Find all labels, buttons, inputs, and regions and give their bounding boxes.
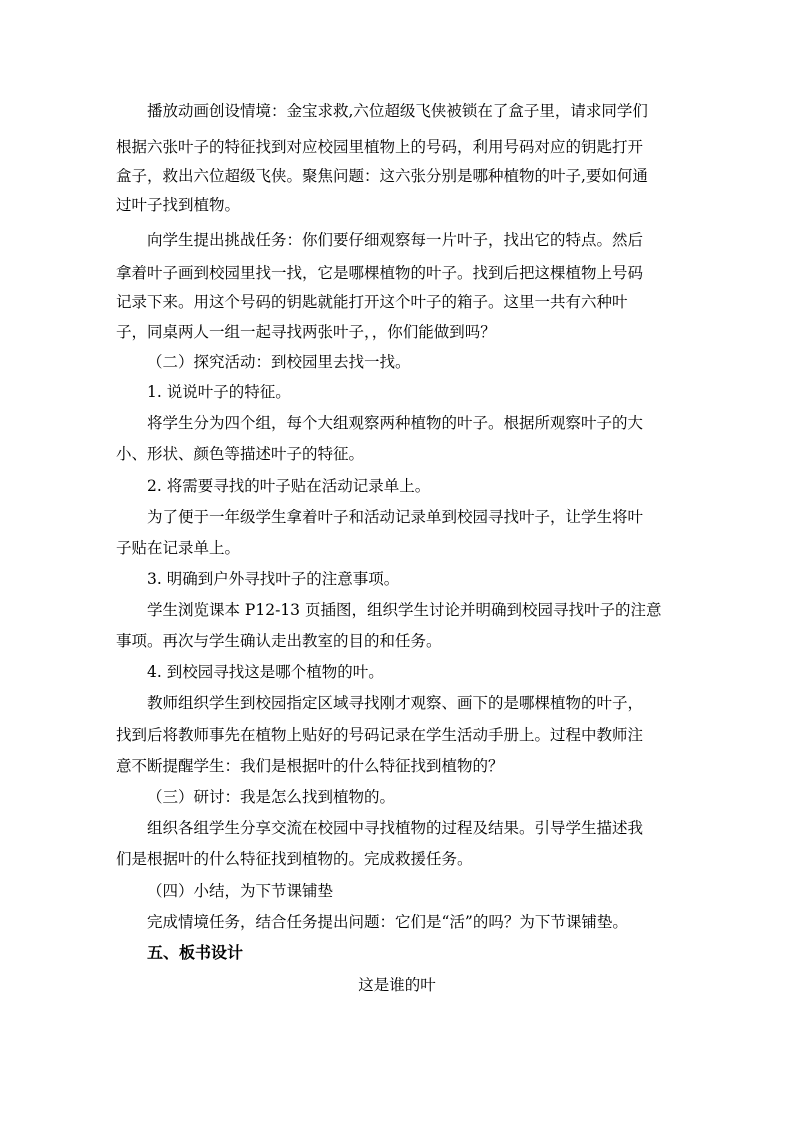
p1-line-4: 过叶子找到植物。 — [116, 196, 241, 214]
item4-line-3: 意不断提醒学生：我们是根据叶的什么特征找到植物的？ — [116, 757, 504, 775]
item4-line-1: 教师组织学生到校园指定区域寻找刚才观察、画下的是哪棵植物的叶子， — [147, 694, 644, 712]
item2-line-1: 为了便于一年级学生拿着叶子和活动记录单到校园寻找叶子，让学生将叶 — [147, 508, 644, 526]
p2-line-1: 向学生提出挑战任务：你们要仔细观察每一片叶子，找出它的特点。然后 — [147, 231, 644, 249]
section3-line-2: 们是根据叶的什么特征找到植物的。完成救援任务。 — [116, 850, 473, 868]
p1-line-1: 播放动画创设情境：金宝求救,六位超级飞侠被锁在了盒子里，请求同学们 — [147, 102, 648, 120]
board-title: 这是谁的叶 — [358, 976, 436, 994]
item1-line-2: 小、形状、颜色等描述叶子的特征。 — [116, 445, 365, 463]
p2-line-3: 记录下来。用这个号码的钥匙就能打开这个叶子的箱子。这里一共有六种叶 — [116, 293, 628, 311]
section4-line-1: 完成情境任务，结合任务提出问题：它们是“活”的吗？为下节课铺垫。 — [147, 913, 628, 931]
item4-title: 4. 到校园寻找这是哪个植物的叶。 — [147, 663, 384, 681]
item1-line-1: 将学生分为四个组，每个大组观察两种植物的叶子。根据所观察叶子的大 — [147, 414, 644, 432]
p2-line-4: 子，同桌两人一组一起寻找两张叶子，，你们能做到吗？ — [116, 323, 496, 341]
section4-title: （四）小结，为下节课铺垫 — [147, 882, 334, 900]
item3-title: 3. 明确到户外寻找叶子的注意事项。 — [147, 570, 400, 588]
p1-line-2: 根据六张叶子的特征找到对应校园里植物上的号码，利用号码对应的钥匙打开 — [116, 138, 644, 156]
section2-title: （二）探究活动：到校园里去找一找。 — [147, 353, 411, 371]
item2-line-2: 子贴在记录单上。 — [116, 539, 241, 557]
item1-title: 1. 说说叶子的特征。 — [147, 383, 291, 401]
p2-line-2: 拿着叶子画到校园里找一找，它是哪棵植物的叶子。找到后把这棵植物上号码 — [116, 264, 644, 282]
item4-line-2: 找到后将教师事先在植物上贴好的号码记录在学生活动手册上。过程中教师注 — [116, 726, 644, 744]
item2-title: 2. 将需要寻找的叶子贴在活动记录单上。 — [147, 477, 431, 495]
item3-line-1: 学生浏览课本 P12-13 页插图，组织学生讨论并明确到校园寻找叶子的注意 — [147, 601, 662, 619]
section5-heading: 五、板书设计 — [147, 943, 244, 962]
section3-title: （三）研讨：我是怎么找到植物的。 — [147, 788, 396, 806]
section3-line-1: 组织各组学生分享交流在校园中寻找植物的过程及结果。引导学生描述我 — [147, 819, 644, 837]
item3-line-2: 事项。再次与学生确认走出教室的目的和任务。 — [116, 632, 442, 650]
p1-line-3: 盒子，救出六位超级飞侠。聚焦问题：这六张分别是哪种植物的叶子,要如何通 — [116, 167, 648, 185]
